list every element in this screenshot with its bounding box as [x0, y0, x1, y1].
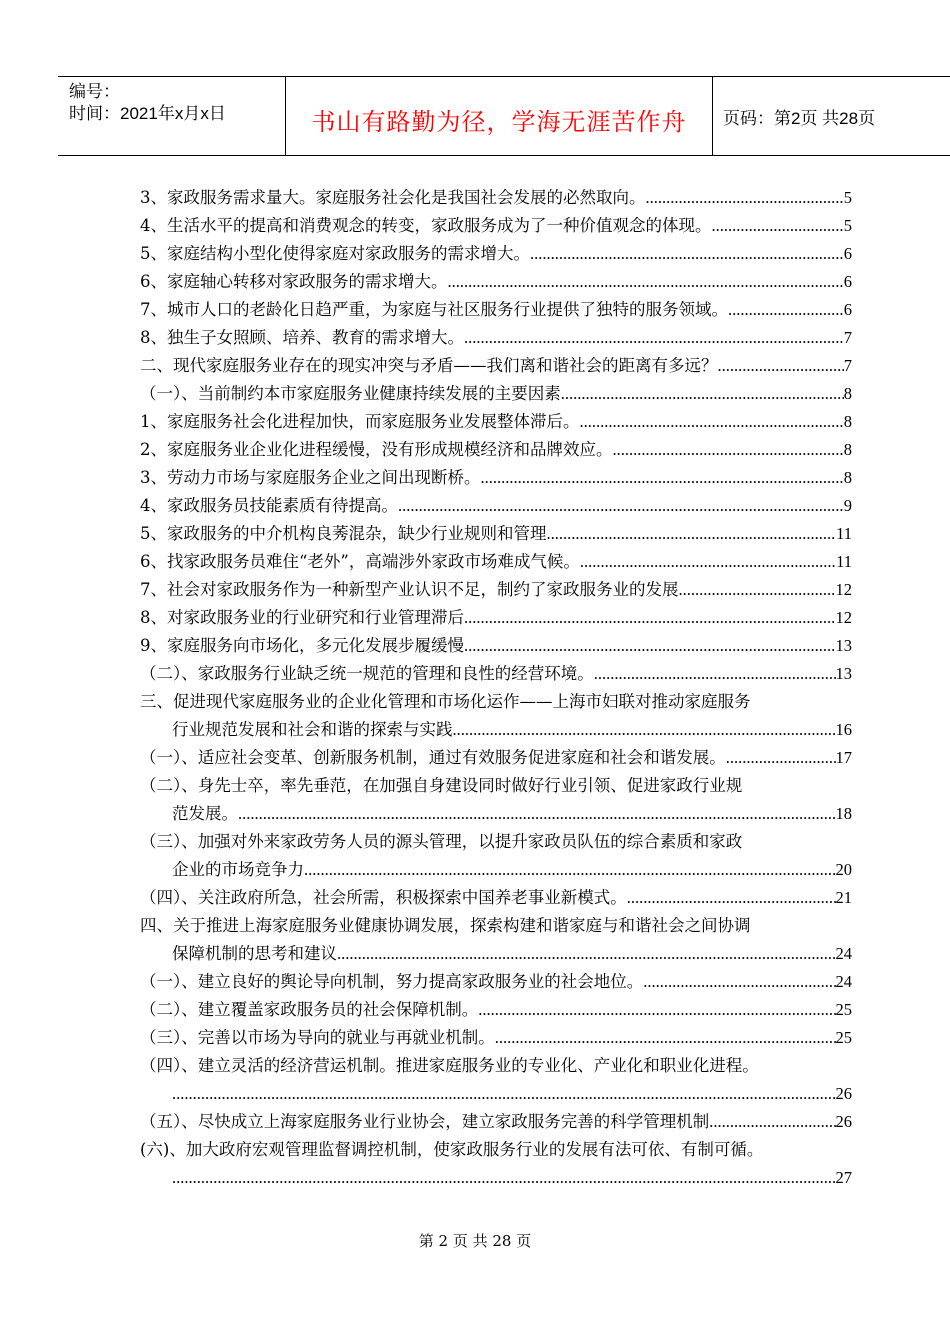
- toc-entry[interactable]: [140, 352, 852, 380]
- toc-leader-dots: [728, 296, 844, 324]
- toc-entry-title: 6、家庭轴心转移对家政服务的需求增大。: [140, 272, 448, 291]
- toc-page-number: 27: [835, 1168, 852, 1187]
- page-footer: 第 2 页 共 28 页: [418, 1232, 532, 1250]
- toc-leader-dots: [718, 352, 844, 380]
- toc-entry[interactable]: [140, 212, 852, 240]
- toc-leader-dots: [464, 324, 844, 352]
- toc-leader-dots: [627, 884, 836, 912]
- toc-entry-title: 6、找家政服务员难住“老外”，高端涉外家政市场难成气候。: [140, 552, 580, 571]
- toc-entry-title: 5、家政服务的中介机构良莠混杂，缺少行业规则和管理: [140, 524, 547, 543]
- toc-entry[interactable]: [140, 660, 852, 688]
- toc-page-number: 13: [835, 664, 852, 683]
- toc-entry-title: （四）、建立灵活的经济营运机制。推进家庭服务业的专业化、产业化和职业化进程。: [140, 1056, 759, 1075]
- toc-entry-title-cont: 企业的市场竞争力: [172, 860, 304, 879]
- toc-entry-title: 1、家庭服务社会化进程加快，而家庭服务业发展整体滞后。: [140, 412, 580, 431]
- toc-entry-title: 四、关于推进上海家庭服务业健康协调发展，探索构建和谐家庭与和谐社会之间协调: [140, 916, 751, 935]
- toc-entry-title-cont: 行业规范发展和社会和谐的探索与实践: [172, 720, 453, 739]
- toc-entry-title: (六)、加大政府宏观管理监督调控机制，使家政服务行业的发展有法可依、有制可循。: [140, 1140, 764, 1159]
- toc-entry-title: （一）、适应社会变革、创新服务机制，通过有效服务促进家庭和社会和谐发展。: [140, 748, 726, 767]
- toc-leader-dots: [643, 968, 835, 996]
- toc-leader-dots: [495, 1024, 836, 1052]
- toc-leader-dots: [478, 996, 835, 1024]
- toc-leader-dots: [304, 856, 836, 884]
- toc-entry-title: （三）、加强对外来家政劳务人员的源头管理，以提升家政员队伍的综合素质和家政: [140, 832, 743, 851]
- toc-page-number: 8: [843, 384, 852, 403]
- serial-label: 编号：: [69, 82, 120, 101]
- toc-entry[interactable]: [140, 548, 852, 576]
- toc-page-number: 13: [835, 636, 852, 655]
- toc-page-number: 17: [835, 748, 852, 767]
- toc-entry-title: 3、家政服务需求量大。家庭服务社会化是我国社会发展的必然取向。: [140, 188, 646, 207]
- toc-entry-title: 8、对家政服务业的行业研究和行业管理滞后: [140, 608, 464, 627]
- toc-page-number: 21: [835, 888, 852, 907]
- toc-entry-continuation: [140, 940, 852, 968]
- toc-entry[interactable]: [140, 1024, 852, 1052]
- toc-entry-title: 二、现代家庭服务业存在的现实冲突与矛盾——我们离和谐社会的距离有多远？: [140, 356, 718, 375]
- toc-leader-dots: [580, 548, 836, 576]
- toc-page-number: 5: [843, 188, 852, 207]
- motto: 书山有路勤为径，学海无涯苦作舟: [311, 107, 687, 136]
- toc-entry-title: 3、劳动力市场与家庭服务企业之间出现断桥。: [140, 468, 481, 487]
- time-label: 时间：2021年x月x日: [69, 104, 226, 123]
- toc-entry[interactable]: [140, 436, 852, 464]
- page-header: [58, 76, 950, 156]
- toc-leader-dots: [172, 1080, 836, 1108]
- toc-leader-dots: [547, 520, 837, 548]
- toc-entry[interactable]: [140, 296, 852, 324]
- toc-entry[interactable]: [140, 184, 852, 212]
- toc-entry-title: 4、家政服务员技能素质有待提高。: [140, 496, 398, 515]
- toc-leader-dots: [726, 744, 836, 772]
- toc-entry-title: （二）、家政服务行业缺乏统一规范的管理和良性的经营环境。: [140, 664, 594, 683]
- toc-page-number: 6: [843, 300, 852, 319]
- toc-page-number: 7: [843, 356, 852, 375]
- toc-leader-dots: [646, 184, 844, 212]
- page-label: 页码：第2页 共28页: [723, 108, 876, 128]
- toc-entry[interactable]: [140, 968, 852, 996]
- table-of-contents: [140, 184, 852, 1192]
- toc-entry[interactable]: [140, 324, 852, 352]
- toc-entry[interactable]: [140, 520, 852, 548]
- toc-leader-dots: [238, 800, 836, 828]
- toc-entry[interactable]: [140, 688, 852, 744]
- toc-page-number: 5: [843, 216, 852, 235]
- toc-entry-title: （三）、完善以市场为导向的就业与再就业机制。: [140, 1028, 495, 1047]
- toc-entry[interactable]: [140, 884, 852, 912]
- toc-page-number: 26: [835, 1112, 852, 1131]
- toc-leader-dots: [580, 408, 844, 436]
- toc-page-number: 9: [843, 496, 852, 515]
- toc-entry[interactable]: [140, 996, 852, 1024]
- toc-entry[interactable]: [140, 1136, 852, 1192]
- toc-entry[interactable]: [140, 912, 852, 968]
- toc-page-number: 12: [835, 608, 852, 627]
- toc-leader-dots: [481, 464, 844, 492]
- toc-entry-continuation: [140, 1164, 852, 1192]
- toc-leader-dots: [453, 716, 836, 744]
- toc-entry-title: 7、城市人口的老龄化日趋严重，为家庭与社区服务行业提供了独特的服务领域。: [140, 300, 728, 319]
- toc-entry-title: 8、独生子女照顾、培养、教育的需求增大。: [140, 328, 464, 347]
- toc-page-number: 20: [835, 860, 852, 879]
- toc-page-number: 8: [843, 440, 852, 459]
- toc-leader-dots: [337, 940, 836, 968]
- toc-leader-dots: [464, 604, 836, 632]
- toc-entry-continuation: [140, 856, 852, 884]
- toc-entry[interactable]: [140, 1052, 852, 1108]
- header-page-cell: [713, 77, 950, 155]
- toc-page-number: 26: [835, 1084, 852, 1103]
- toc-leader-dots: [709, 1108, 835, 1136]
- toc-page-number: 8: [843, 412, 852, 431]
- toc-leader-dots: [561, 380, 844, 408]
- toc-entry[interactable]: [140, 1108, 852, 1136]
- toc-entry-title: 4、生活水平的提高和消费观念的转变，家政服务成为了一种价值观念的体现。: [140, 216, 712, 235]
- toc-entry[interactable]: [140, 772, 852, 828]
- toc-entry-title: （二）、建立覆盖家政服务员的社会保障机制。: [140, 1000, 479, 1019]
- toc-page-number: 25: [835, 1000, 852, 1019]
- toc-entry-title: （五）、尽快成立上海家庭服务业行业协会，建立家政服务完善的科学管理机制: [140, 1112, 710, 1131]
- toc-entry[interactable]: [140, 576, 852, 604]
- toc-entry-continuation: [140, 1080, 852, 1108]
- toc-entry[interactable]: [140, 268, 852, 296]
- toc-entry-title: 5、家庭结构小型化使得家庭对家政服务的需求增大。: [140, 244, 530, 263]
- toc-page-number: 6: [843, 272, 852, 291]
- toc-page-number: 24: [835, 972, 852, 991]
- toc-entry-title: 三、促进现代家庭服务业的企业化管理和市场化运作——上海市妇联对推动家庭服务: [140, 692, 751, 711]
- toc-entry[interactable]: [140, 492, 852, 520]
- toc-entry[interactable]: [140, 408, 852, 436]
- toc-entry[interactable]: [140, 744, 852, 772]
- toc-leader-dots: [464, 632, 836, 660]
- toc-entry-title-cont: 范发展。: [172, 804, 238, 823]
- toc-entry[interactable]: [140, 380, 852, 408]
- toc-entry-continuation: [140, 800, 852, 828]
- toc-leader-dots: [712, 212, 844, 240]
- toc-entry[interactable]: [140, 828, 852, 884]
- toc-entry[interactable]: [140, 632, 852, 660]
- toc-page-number: 8: [843, 468, 852, 487]
- toc-leader-dots: [679, 576, 836, 604]
- toc-page-number: 6: [843, 244, 852, 263]
- toc-page-number: 11: [836, 524, 852, 543]
- toc-page-number: 7: [843, 328, 852, 347]
- toc-entry-continuation: [140, 716, 852, 744]
- toc-leader-dots: [594, 660, 836, 688]
- toc-entry[interactable]: [140, 604, 852, 632]
- toc-leader-dots: [172, 1164, 836, 1192]
- toc-entry-title: （一）、建立良好的舆论导向机制，努力提高家政服务业的社会地位。: [140, 972, 644, 991]
- toc-entry-title: （一）、当前制约本市家庭服务业健康持续发展的主要因素: [140, 384, 561, 403]
- toc-leader-dots: [448, 268, 844, 296]
- toc-entry[interactable]: [140, 464, 852, 492]
- toc-page-number: 16: [835, 720, 852, 739]
- toc-page-number: 24: [835, 944, 852, 963]
- toc-entry-title: （四）、关注政府所急，社会所需，积极探索中国养老事业新模式。: [140, 888, 627, 907]
- toc-page-number: 12: [835, 580, 852, 599]
- header-motto-cell: [286, 77, 713, 155]
- toc-entry-title: 7、社会对家政服务作为一种新型产业认识不足，制约了家政服务业的发展: [140, 580, 679, 599]
- toc-leader-dots: [530, 240, 844, 268]
- toc-entry[interactable]: [140, 240, 852, 268]
- toc-leader-dots: [613, 436, 844, 464]
- toc-page-number: 11: [836, 552, 852, 571]
- toc-entry-title: 2、家庭服务业企业化进程缓慢，没有形成规模经济和品牌效应。: [140, 440, 613, 459]
- toc-entry-title-cont: 保障机制的思考和建议: [172, 944, 337, 963]
- toc-page-number: 25: [835, 1028, 852, 1047]
- toc-page-number: 18: [835, 804, 852, 823]
- toc-entry-title: （二）、身先士卒，率先垂范，在加强自身建设同时做好行业引领、促进家政行业规: [140, 776, 743, 795]
- toc-leader-dots: [398, 492, 844, 520]
- header-meta: [58, 77, 286, 155]
- toc-entry-title: 9、家庭服务向市场化，多元化发展步履缓慢: [140, 636, 464, 655]
